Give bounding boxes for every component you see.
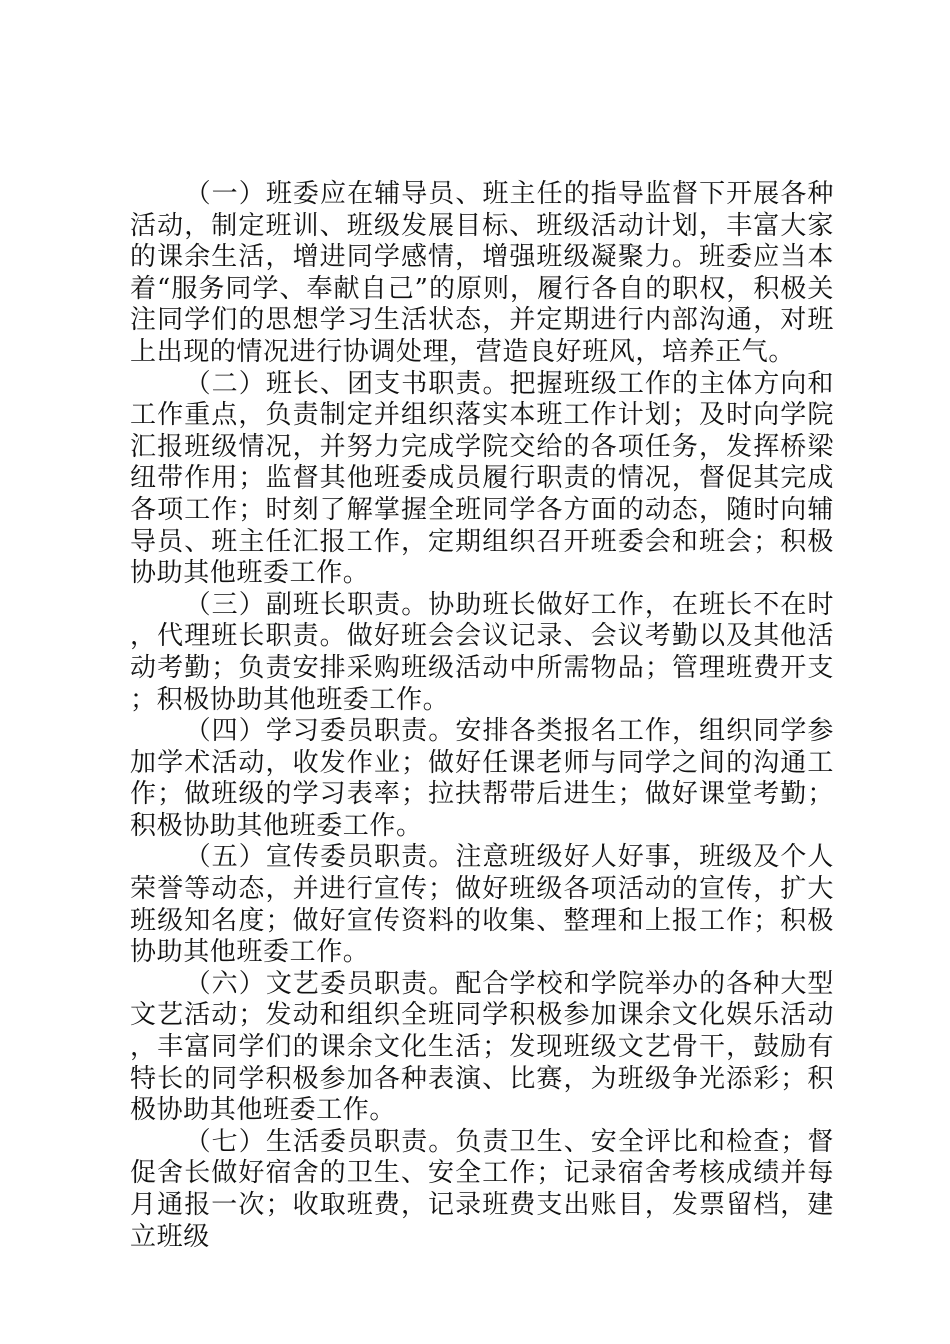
paragraph-life-committee-duties: （七）生活委员职责。负责卫生、安全评比和检查；督促舍长做好宿舍的卫生、安全工作；记录宿舍考核成绩并每月通报一次；收取班费，记录班费支出账目，发票留档，建立班级 xyxy=(130,1126,834,1252)
paragraph-monitor-duties: （二）班长、团支书职责。把握班级工作的主体方向和工作重点，负责制定并组织落实本班工作计划；及时向学院汇报班级情况，并努力完成学院交给的各项任务，发挥桥梁纽带作用；监督其他班委成员履行职责的情况，督促其完成各项工作；时刻了解掌握全班同学各方面的动态，随时向辅导员、班主任汇报工作，定期组织召开班委会和班会；积极协助其他班委工作。 xyxy=(130,368,834,589)
paragraph-arts-committee-duties: （六）文艺委员职责。配合学校和学院举办的各种大型文艺活动；发动和组织全班同学积极参加课余文化娱乐活动，丰富同学们的课余文化生活；发现班级文艺骨干，鼓励有特长的同学积极参加各种表演、比赛，为班级争光添彩；积极协助其他班委工作。 xyxy=(130,968,834,1126)
document-body xyxy=(130,179,834,1253)
paragraph-study-committee-duties: （四）学习委员职责。安排各类报名工作，组织同学参加学术活动，收发作业；做好任课老师与同学之间的沟通工作；做班级的学习表率；拉扶帮带后进生；做好课堂考勤；积极协助其他班委工作。 xyxy=(130,716,834,841)
paragraph-vice-monitor-duties: （三）副班长职责。协助班长做好工作，在班长不在时，代理班长职责。做好班会会议记录、会议考勤以及其他活动考勤；负责安排采购班级活动中所需物品；管理班费开支；积极协助其他班委工作。 xyxy=(130,589,834,715)
paragraph-publicity-committee-duties: （五）宣传委员职责。注意班级好人好事，班级及个人荣誉等动态，并进行宣传；做好班级各项活动的宣传，扩大班级知名度；做好宣传资料的收集、整理和上报工作；积极协助其他班委工作。 xyxy=(130,842,834,968)
paragraph-class-committee-general: （一）班委应在辅导员、班主任的指导监督下开展各种活动，制定班训、班级发展目标、班级活动计划，丰富大家的课余生活，增进同学感情，增强班级凝聚力。班委应当本着“服务同学、奉献自己”的原则，履行各自的职权，积极关注同学们的思想学习生活状态，并定期进行内部沟通，对班上出现的情况进行协调处理，营造良好班风，培养正气。 xyxy=(130,179,834,367)
